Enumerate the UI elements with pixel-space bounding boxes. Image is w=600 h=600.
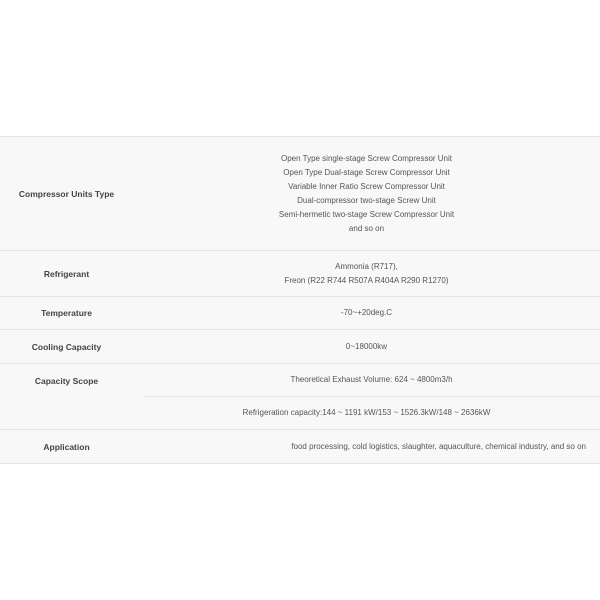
value-text: Refrigeration capacity:144 ~ 1191 kW/153 ~ 1526.3kW/148 ~ 2636kW — [242, 408, 491, 417]
row-values — [133, 430, 600, 463]
table-row-compressor-units-type — [0, 137, 600, 251]
row-values — [133, 364, 600, 429]
value-text: Open Type single-stage Screw Compressor Unit — [280, 153, 453, 163]
value-cell — [133, 297, 600, 329]
row-label: Application — [43, 441, 90, 452]
value-text: food processing, cold logistics, slaughter, aquaculture, chemical industry, and so on — [291, 441, 586, 451]
value-cell — [133, 397, 600, 429]
value-text: Open Type Dual-stage Screw Compressor Unit — [283, 167, 450, 177]
value-text: Dual-compressor two-stage Screw Unit — [297, 195, 436, 205]
row-label: Cooling Capacity — [31, 341, 102, 352]
value-text: Theoretical Exhaust Volume: 624 ~ 4800m3/h — [290, 375, 453, 384]
row-values — [133, 330, 600, 363]
value-cell — [133, 430, 600, 463]
value-cell — [133, 137, 600, 250]
value-text: Variable Inner Ratio Screw Compressor Unit — [288, 181, 445, 191]
table-row-refrigerant — [0, 251, 600, 297]
row-label: Capacity Scope — [34, 375, 99, 386]
value-cell — [133, 251, 600, 296]
row-label: Refrigerant — [43, 268, 90, 279]
table-row-capacity-scope — [0, 364, 600, 430]
row-values — [133, 297, 600, 329]
spec-table — [0, 136, 600, 464]
row-label: Compressor Units Type — [18, 188, 115, 199]
table-row-cooling-capacity — [0, 330, 600, 364]
value-text: 0~18000kw — [345, 341, 388, 351]
value-text: Semi-hermetic two-stage Screw Compressor Unit — [278, 209, 455, 219]
value-cell — [133, 330, 600, 363]
table-row-temperature — [0, 297, 600, 330]
value-text: Freon (R22 R744 R507A R404A R290 R1270) — [284, 275, 449, 285]
value-text: -70~+20deg.C — [340, 308, 393, 317]
value-cell — [143, 364, 600, 397]
value-text: Ammonia (R717), — [335, 261, 398, 271]
table-row-application — [0, 430, 600, 464]
value-text: and so on — [348, 223, 385, 233]
row-values — [133, 251, 600, 296]
row-values — [133, 137, 600, 250]
row-label: Temperature — [41, 308, 92, 318]
